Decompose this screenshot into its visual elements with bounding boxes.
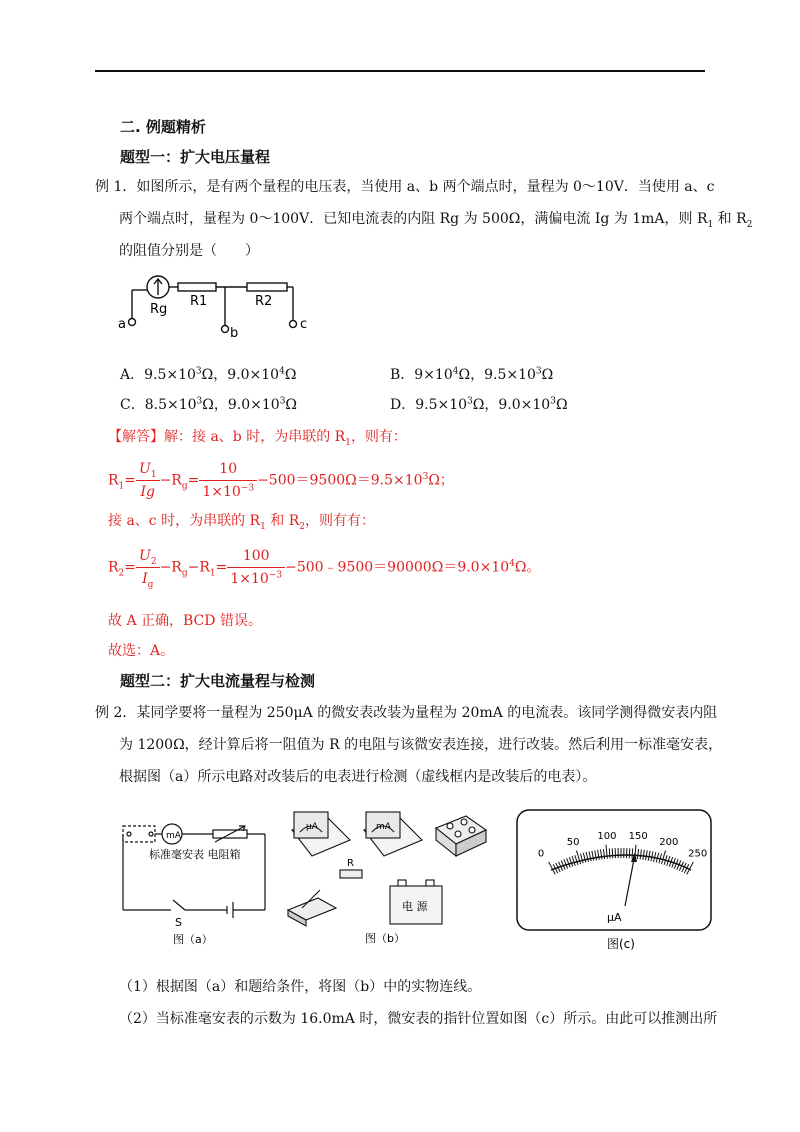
ex2-line1: 例 2．某同学要将一量程为 250μA 的微安表改装为量程为 20mA 的电流表。该同学测得微安表内阻 — [95, 705, 718, 721]
ex1-line3: 的阻值分别是（ ） — [119, 243, 259, 259]
answer-line2: 接 a、c 时，为串联的 $R_1$ 和 $R_2$，则有有： — [108, 513, 376, 532]
meter-tick-label: 50 — [566, 836, 580, 848]
fig-b-caption: 图（b） — [365, 932, 405, 945]
fig-a-ma: mA — [166, 831, 181, 841]
figure-b-apparatus — [280, 800, 510, 950]
meter-tick-label: 200 — [659, 836, 679, 848]
answer-eq1: $R_1=$ $\frac{U_1}{Ig}$ $-R_g=$ $\frac{10}{1\times 10^{-3}}$ $-500=9500\Omega=9.5\times 10^3\Omega$； — [108, 458, 454, 503]
option-a: A．$9.5\times 10^3\Omega$，$9.0\times 10^4\Omega$ — [120, 366, 297, 383]
header-rule — [95, 70, 705, 72]
type2-title: 题型二：扩大电流量程与检测 — [120, 672, 316, 690]
answer-line1: 【解答】解：接 a、b 时，为串联的 $R_1$，则有： — [108, 429, 407, 448]
label-b: b — [230, 326, 239, 341]
ex2-q2: （2）当标准毫安表的示数为 16.0mA 时，微安表的指针位置如图（c）所示。由此可以推测出所 — [119, 1011, 718, 1027]
answer-choice: 故选：A。 — [108, 643, 175, 659]
figure-c-meter — [515, 808, 715, 954]
meter-tick — [629, 848, 630, 858]
fig-b-ua: μA — [306, 822, 318, 832]
meter-tick-label: 100 — [597, 830, 617, 842]
fig-b-ma: mA — [376, 822, 391, 832]
ex2-q1: （1）根据图（a）和题给条件，将图（b）中的实物连线。 — [119, 979, 482, 995]
ex1-circuit-diagram — [110, 265, 320, 345]
answer-eq2: $R_2=$ $\frac{U_2}{I_g}$ $-R_g-R_1=$ $\frac{100}{1\times 10^{-3}}$ $-500﹣9500=90000\Omega=9.0\times 10^4\Omega$。 — [108, 545, 540, 590]
meter-tick-label: 150 — [628, 830, 648, 842]
section-title: 二. 例题精析 — [120, 118, 206, 136]
meter-tick-label: 0 — [537, 848, 545, 860]
fig-c-caption: 图(c) — [607, 937, 635, 951]
label-r1: R1 — [190, 294, 208, 309]
ex1-line2: 两个端点时，量程为 0～100V．已知电流表的内阻 Rg 为 500Ω，满偏电流 Ig 为 1mA，则 $R_1$ 和 $R_2$ — [119, 211, 753, 230]
label-r2: R2 — [255, 294, 273, 309]
option-c: C．$8.5\times 10^3\Omega$，$9.0\times 10^3\Omega$ — [120, 396, 298, 413]
fig-a-caption: 图（a） — [173, 933, 213, 946]
option-b: B．$9\times 10^4\Omega$，$9.5\times 10^3\Omega$ — [390, 366, 554, 383]
type1-title: 题型一：扩大电压量程 — [120, 148, 271, 166]
fig-c-unit: μA — [607, 911, 622, 924]
fig-a-label: 标准毫安表 电阻箱 — [149, 848, 241, 861]
fig-a-s: S — [175, 916, 182, 929]
meter-tick-label: 250 — [688, 848, 708, 860]
label-a: a — [118, 317, 126, 332]
fig-b-r: R — [347, 858, 354, 869]
ex2-line2: 为 1200Ω，经计算后将一阻值为 R 的电阻与该微安表连接，进行改装。然后利用一标准毫安表， — [119, 737, 723, 753]
option-d: D．$9.5\times 10^3\Omega$，$9.0\times 10^3\Omega$ — [390, 396, 568, 413]
ex1-line1: 例 1．如图所示，是有两个量程的电压表，当使用 a、b 两个端点时，量程为 0～10V．当使用 a、c — [95, 179, 715, 195]
figure-a-circuit — [115, 818, 275, 948]
meter-tick — [612, 848, 613, 858]
fig-b-power: 电 源 — [402, 900, 428, 913]
label-rg: Rg — [150, 302, 168, 317]
answer-conclusion: 故 A 正确，BCD 错误。 — [108, 613, 262, 629]
ex2-line3: 根据图（a）所示电路对改装后的电表进行检测（虚线框内是改装后的电表）。 — [119, 769, 597, 785]
label-c: c — [300, 317, 308, 332]
